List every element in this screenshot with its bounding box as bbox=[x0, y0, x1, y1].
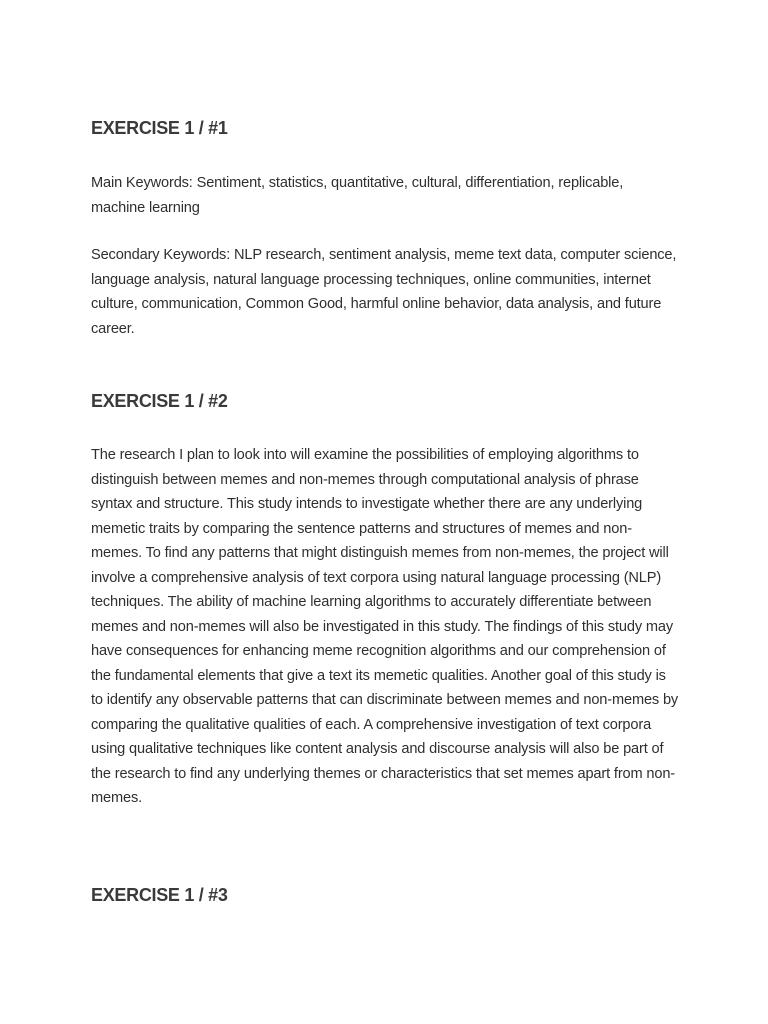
section-2-heading: EXERCISE 1 / #2 bbox=[91, 391, 228, 411]
section-1-heading: EXERCISE 1 / #1 bbox=[91, 118, 228, 138]
section-3-heading: EXERCISE 1 / #3 bbox=[91, 885, 228, 905]
main-keywords-paragraph: Main Keywords: Sentiment, statistics, quantitative, cultural, differentiation, replicable, machine learning bbox=[91, 175, 624, 216]
secondary-keywords-paragraph: Secondary Keywords: NLP research, sentiment analysis, meme text data, computer science, language analysis, natural language processing techniques, online communities, internet culture, communication, Common Good, harmful online behavior, data analysis, and future career. bbox=[91, 247, 677, 337]
research-description-paragraph: The research I plan to look into will examine the possibilities of employing algorithms to distinguish between memes and non-memes through computational analysis of phrase syntax and structure. This study intends to investigate whether there are any underlying memetic traits by comparing the sentence patterns and structures of memes and non-memes. To find any patterns that might distinguish memes from non-memes, the project will involve a comprehensive analysis of text corpora using natural language processing (NLP) techniques. The ability of machine learning algorithms to accurately differentiate between memes and non-memes will also be investigated in this study. The findings of this study may have consequences for enhancing meme recognition algorithms and our comprehension of the fundamental elements that give a text its memetic qualities. Another goal of this study is to identify any observable patterns that can discriminate between memes and non-memes by comparing the qualitative qualities of each. A comprehensive investigation of text corpora using qualitative techniques like content analysis and discourse analysis will also be part of the research to find any underlying themes or characteristics that set memes apart from non-memes. bbox=[91, 447, 679, 806]
